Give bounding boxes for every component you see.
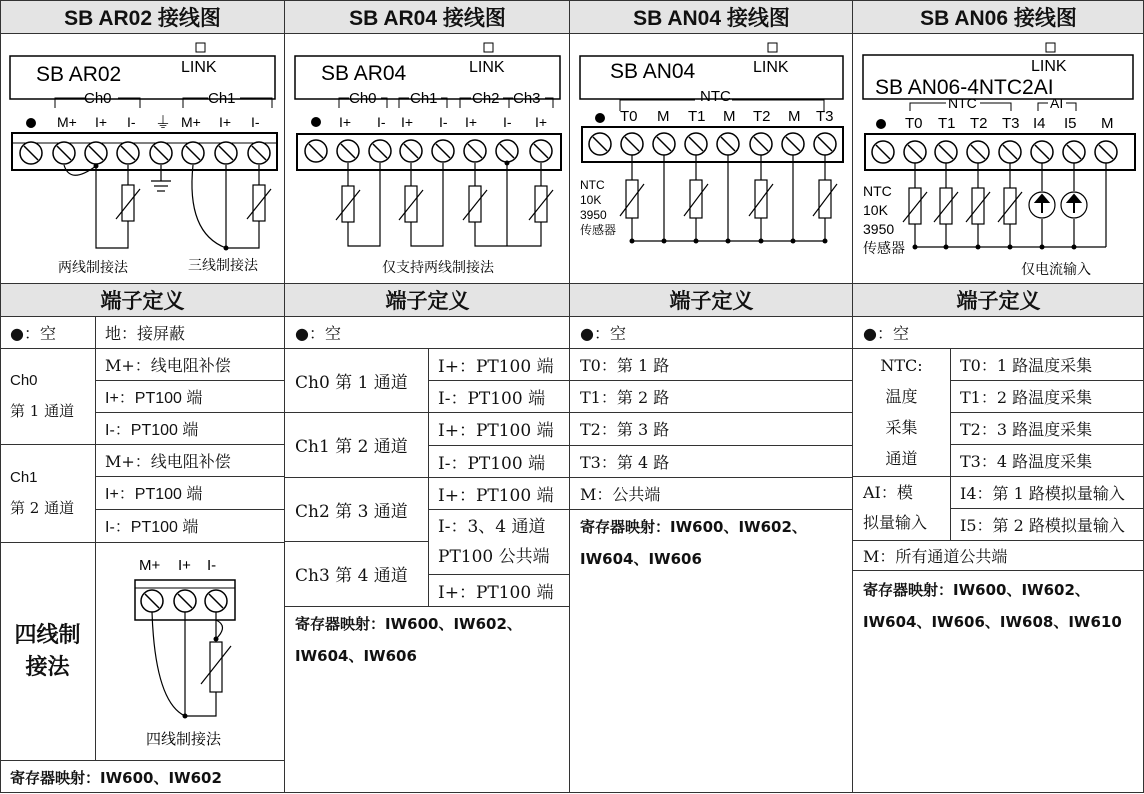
four-wire-diagram [95, 542, 285, 760]
svg-text:LINK: LINK [753, 59, 789, 76]
svg-text:LINK: LINK [469, 59, 505, 76]
svg-text:NTC: NTC [700, 88, 731, 105]
svg-text:I+: I+ [95, 114, 108, 130]
terminal-header-3: 端子定义 [570, 284, 853, 316]
title-an04: SB AN04 接线图 [570, 0, 853, 33]
title-an06: SB AN06 接线图 [853, 0, 1144, 33]
ar02-caption-2wire: 两线制接法 [58, 259, 128, 275]
svg-text:NTC: NTC [948, 95, 977, 111]
ar02-caption-3wire: 三线制接法 [188, 257, 258, 273]
ar04-ch0-i-plus-def: I+：PT100 端 [438, 356, 554, 377]
svg-text:I+: I+ [219, 114, 232, 130]
ar02-register-map: 寄存器映射：IW600、IW602 [10, 769, 222, 787]
ar02-ch1-label: Ch1 [208, 90, 236, 107]
wiring-diagram-an04 [570, 33, 853, 284]
terminal-header-1: 端子定义 [0, 284, 285, 316]
svg-text:M: M [788, 108, 801, 125]
svg-text:I+: I+ [339, 114, 352, 130]
svg-text:M+: M+ [139, 557, 161, 574]
terminal-header-4: 端子定义 [853, 284, 1144, 316]
an04-empty-def: ●：空 [580, 323, 626, 343]
an06-ntc-label: NTC: 温度 采集 通道 [880, 356, 923, 468]
wiring-diagram-an06 [853, 33, 1144, 284]
an06-t3-def: T3：4 路温度采集 [960, 451, 1093, 471]
ar02-ch1-m-def: M+：线电阻补偿 [105, 451, 231, 471]
svg-text:10K: 10K [863, 202, 888, 218]
svg-text:I-: I- [503, 114, 512, 130]
svg-text:M: M [657, 108, 670, 125]
an06-i5-def: I5：第 2 路模拟量输入 [960, 515, 1125, 535]
svg-text:传感器: 传感器 [580, 223, 617, 237]
svg-text:T2: T2 [970, 115, 988, 132]
svg-text:M: M [1101, 115, 1114, 132]
ar02-ground-def: 地：接屏蔽 [105, 323, 186, 343]
svg-text:I-: I- [251, 114, 260, 130]
svg-text:⏚: ⏚ [155, 115, 172, 132]
svg-text:3950: 3950 [580, 208, 607, 222]
svg-text:T3: T3 [816, 108, 834, 125]
ar04-ch2-i-plus-def: I+：PT100 端 [438, 485, 554, 506]
svg-text:AI: AI [1050, 95, 1064, 111]
svg-text:T3: T3 [1002, 115, 1020, 132]
ar04-ch2-i-minus-def: I-：3、4 通道 PT100 公共端 [438, 516, 550, 567]
an06-model-label: SB AN06-4NTC2AI [875, 76, 1054, 99]
ar02-ch1-i-minus-def: I-：PT100 端 [105, 519, 199, 536]
svg-text:T1: T1 [688, 108, 706, 125]
svg-text:I+: I+ [535, 114, 548, 130]
svg-text:NTC: NTC [863, 183, 892, 199]
ar02-ch0-label: Ch0 [84, 90, 112, 107]
svg-text:传感器: 传感器 [863, 240, 905, 256]
an06-t0-def: T0：1 路温度采集 [960, 355, 1093, 375]
ar04-caption: 仅支持两线制接法 [382, 259, 494, 275]
svg-text:T2: T2 [753, 108, 771, 125]
svg-text:Ch1: Ch1 [410, 90, 438, 107]
svg-text:NTC: NTC [580, 178, 605, 192]
title-ar02: SB AR02 接线图 [0, 0, 285, 33]
ar04-register-map: 寄存器映射：IW600、IW602、 IW604、IW606 [295, 615, 522, 665]
an06-t1-def: T1：2 路温度采集 [960, 387, 1093, 407]
svg-text:I+: I+ [401, 114, 414, 130]
an04-t3-def: T3：第 4 路 [580, 452, 670, 472]
an06-i4-def: I4：第 1 路模拟量输入 [960, 483, 1125, 503]
wiring-diagram-ar04 [285, 33, 570, 284]
svg-text:Ch0: Ch0 [349, 90, 377, 107]
svg-text:LINK: LINK [1031, 58, 1067, 75]
four-wire-caption: 四线制接法 [146, 731, 222, 748]
svg-text:I5: I5 [1064, 115, 1077, 132]
an04-t2-def: T2：第 3 路 [580, 420, 670, 439]
svg-text:Ch3: Ch3 [513, 90, 541, 107]
svg-text:T0: T0 [905, 115, 923, 132]
ar04-ch3-i-plus-def: I+：PT100 端 [438, 582, 554, 603]
ar02-empty-def: ●：空 [10, 323, 56, 343]
ar02-ch0-i-minus-def: I-：PT100 端 [105, 421, 199, 439]
ar02-model-label: SB AR02 [36, 63, 122, 86]
an04-m-def: M：公共端 [580, 484, 661, 504]
an06-t2-def: T2：3 路温度采集 [960, 419, 1093, 439]
an04-t1-def: T1：第 2 路 [580, 387, 670, 407]
ar04-ch2-label: Ch2 第 3 通道 [295, 501, 408, 522]
ar02-link-label: LINK [181, 59, 217, 76]
svg-text:M+: M+ [181, 114, 201, 130]
an06-ai-label: AI：模 拟量输入 [863, 483, 928, 532]
ar04-ch0-i-minus-def: I-：PT100 端 [438, 388, 546, 409]
svg-text:I-: I- [207, 557, 217, 574]
svg-text:I4: I4 [1033, 115, 1046, 132]
ar02-ch0-i-plus-def: I+：PT100 端 [105, 389, 203, 407]
wiring-diagram-ar02 [0, 33, 285, 284]
an06-m-def: M：所有通道公共端 [863, 546, 1008, 566]
ar04-ch3-label: Ch3 第 4 通道 [295, 566, 408, 586]
ar04-ch0-label: Ch0 第 1 通道 [295, 372, 408, 393]
terminal-header-2: 端子定义 [285, 284, 570, 316]
ar02-ch1-i-plus-def: I+：PT100 端 [105, 486, 203, 503]
svg-text:I+: I+ [465, 114, 478, 130]
an04-register-map: 寄存器映射：IW600、IW602、 IW604、IW606 [580, 518, 807, 568]
an04-model-label: SB AN04 [610, 60, 696, 83]
svg-text:M+: M+ [57, 114, 77, 130]
svg-text:Ch2: Ch2 [472, 90, 500, 107]
ar04-ch1-i-minus-def: I-：PT100 端 [438, 453, 546, 474]
ar04-empty-def: ●：空 [295, 323, 341, 343]
ar02-ch0-label: Ch0 第 1 通道 [10, 372, 75, 420]
svg-text:3950: 3950 [863, 221, 895, 237]
ar02-ch1-label: Ch1 第 2 通道 [10, 469, 75, 517]
an04-t0-def: T0：第 1 路 [580, 355, 670, 375]
ar02-ch0-m-def: M+：线电阻补偿 [105, 355, 231, 375]
svg-text:10K: 10K [580, 193, 602, 207]
ar04-ch1-label: Ch1 第 2 通道 [295, 437, 408, 457]
svg-text:T0: T0 [620, 108, 638, 125]
an06-register-map: 寄存器映射：IW600、IW602、 IW604、IW606、IW608、IW610 [863, 581, 1122, 631]
four-wire-label: 四线制 接法 [14, 622, 81, 680]
an06-caption: 仅电流输入 [1021, 261, 1091, 277]
ar04-model-label: SB AR04 [321, 62, 407, 85]
svg-text:T1: T1 [938, 115, 956, 132]
an06-empty-def: ●：空 [863, 323, 909, 343]
svg-text:I-: I- [377, 114, 386, 130]
svg-text:I-: I- [127, 114, 136, 130]
title-ar04: SB AR04 接线图 [285, 0, 570, 33]
svg-text:I-: I- [439, 114, 448, 130]
svg-text:I+: I+ [178, 557, 191, 574]
svg-text:M: M [723, 108, 736, 125]
ar04-ch1-i-plus-def: I+：PT100 端 [438, 421, 554, 441]
